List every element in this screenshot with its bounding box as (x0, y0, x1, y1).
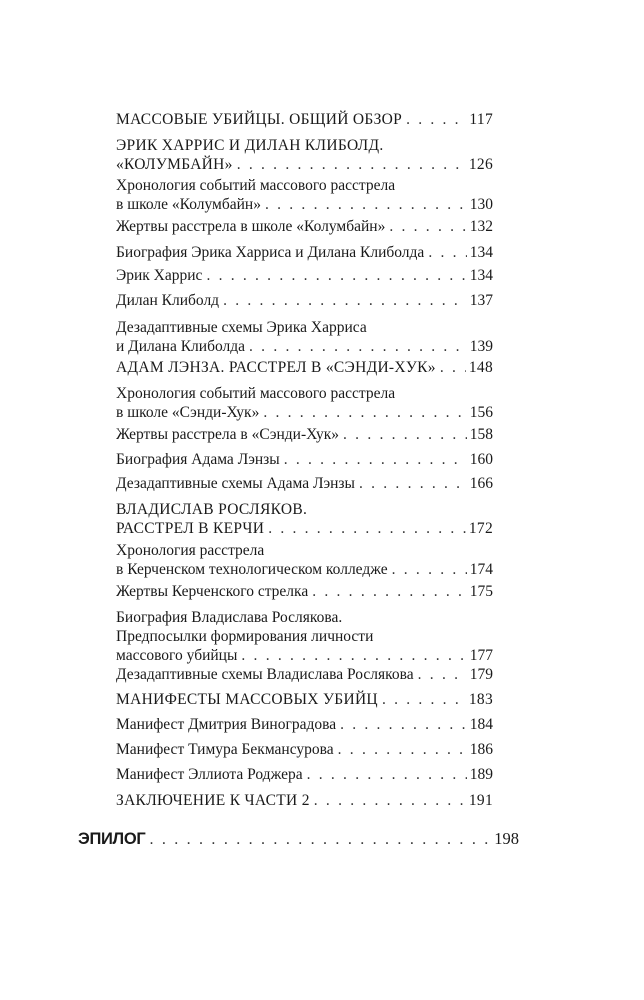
toc-entry-title: массового убийцы (116, 647, 238, 664)
dot-leader (428, 243, 466, 262)
toc-entry[interactable] (116, 740, 493, 759)
dot-leader (314, 791, 466, 810)
toc-entry-page-number: 126 (468, 156, 493, 173)
toc-entry-title: МАССОВЫЕ УБИЙЦЫ. ОБЩИЙ ОБЗОР (116, 111, 403, 128)
toc-entry-page-number: 158 (469, 426, 493, 443)
toc-entry-page-number: 174 (469, 561, 493, 578)
toc-entry-leader-line (116, 155, 493, 174)
toc-entry-page-number: 179 (469, 666, 493, 683)
toc-entry-page-number: 139 (469, 338, 493, 355)
toc-entry[interactable] (116, 474, 493, 493)
toc-entry[interactable] (116, 318, 493, 356)
dot-leader (223, 291, 467, 310)
toc-entry[interactable] (116, 110, 493, 129)
dot-leader (206, 266, 466, 285)
toc-entry[interactable] (116, 791, 493, 810)
toc-entry-page-number: 134 (469, 267, 493, 284)
toc-entry-title: Дезадаптивные схемы Адама Лэнзы (116, 475, 355, 492)
toc-entry-leader-line (116, 217, 493, 236)
toc-entry[interactable] (116, 291, 493, 310)
toc-entry-title: в школе «Сэнди-Хук» (116, 404, 260, 421)
toc-entry[interactable] (116, 715, 493, 734)
toc-entry[interactable] (116, 541, 493, 579)
toc-entry-page-number: 137 (469, 292, 493, 309)
toc-entry-title: в школе «Колумбайн» (116, 196, 261, 213)
toc-entry-title: Жертвы расстрела в «Сэнди-Хук» (116, 426, 340, 443)
dot-leader (265, 195, 467, 214)
toc-entry[interactable] (116, 358, 493, 377)
dot-leader (389, 217, 466, 236)
toc-entry-page-number: 160 (469, 451, 493, 468)
toc-entry-title: Биография Адама Лэнзы (116, 451, 280, 468)
toc-entry-title: ЗАКЛЮЧЕНИЕ К ЧАСТИ 2 (116, 792, 310, 809)
dot-leader (440, 358, 466, 377)
toc-entry-leader-line (116, 791, 493, 810)
toc-entry[interactable] (116, 582, 493, 601)
dot-leader (268, 519, 466, 538)
toc-entry-page-number: 134 (469, 244, 493, 261)
toc-entry-page-number: 148 (468, 359, 493, 376)
toc-entry[interactable] (116, 765, 493, 784)
toc-entry-leader-line (116, 110, 493, 129)
toc-entry-leader-line (116, 519, 493, 538)
dot-leader (149, 830, 491, 850)
toc-entry-leader-line (116, 690, 493, 709)
toc-entry[interactable] (116, 176, 493, 214)
toc-entry[interactable] (116, 690, 493, 709)
toc-entry-leader-line (116, 582, 493, 601)
toc-entry-leader-line (116, 665, 493, 684)
epilogue-page-number: 198 (494, 829, 519, 848)
toc-entry-page-number: 156 (469, 404, 493, 421)
dot-leader (406, 110, 466, 129)
toc-entry-title: Дезадаптивные схемы Владислава Рослякова (116, 666, 414, 683)
toc-entry-title-line: ЭРИК ХАРРИС И ДИЛАН КЛИБОЛД. (116, 137, 384, 154)
dot-leader (284, 450, 467, 469)
toc-entry-leader-line (116, 195, 493, 214)
dot-leader (312, 582, 467, 601)
toc-entry-title: Манифест Эллиота Роджера (116, 766, 303, 783)
toc-entry-leader-line (116, 450, 493, 469)
dot-leader (392, 560, 467, 579)
toc-entry-title: Эрик Харрис (116, 267, 203, 284)
toc-entry-page-number: 172 (468, 520, 493, 537)
toc-entry-page-number: 186 (469, 741, 493, 758)
toc-entry-title: Жертвы расстрела в школе «Колумбайн» (116, 218, 386, 235)
toc-entry-page-number: 189 (469, 766, 493, 783)
toc-entry[interactable] (116, 450, 493, 469)
toc-entry-leader-line (116, 715, 493, 734)
toc-entry-leader-line (116, 291, 493, 310)
toc-entry-title: РАССТРЕЛ В КЕРЧИ (116, 520, 265, 537)
toc-entry-title: МАНИФЕСТЫ МАССОВЫХ УБИЙЦ (116, 691, 378, 708)
toc-entry-title-line: Хронология событий массового расстрела (116, 177, 396, 194)
toc-entry-title: Манифест Дмитрия Виноградова (116, 716, 337, 733)
toc-entry-leader-line (116, 646, 493, 665)
dot-leader (343, 425, 467, 444)
toc-entry-title: Жертвы Керченского стрелка (116, 583, 309, 600)
toc-entry-title: АДАМ ЛЭНЗА. РАССТРЕЛ В «СЭНДИ-ХУК» (116, 359, 436, 376)
toc-entry-title: Манифест Тимура Бекмансурова (116, 741, 334, 758)
toc-entry-leader-line (116, 243, 493, 262)
epilogue-title: ЭПИЛОГ (78, 830, 146, 848)
toc-entry[interactable] (116, 243, 493, 262)
toc-entry-title: Биография Эрика Харриса и Дилана Клиболда (116, 244, 425, 261)
dot-leader (338, 740, 467, 759)
dot-leader (359, 474, 467, 493)
toc-entry[interactable] (116, 136, 493, 174)
toc-entry-page-number: 183 (468, 691, 493, 708)
toc-entry-page-number: 132 (469, 218, 493, 235)
toc-entry-page-number: 184 (469, 716, 493, 733)
toc-entry-page-number: 177 (469, 647, 493, 664)
dot-leader (263, 403, 466, 422)
toc-entry-title: Дилан Клиболд (116, 292, 220, 309)
toc-entry-leader-line (116, 425, 493, 444)
toc-entry-title: «КОЛУМБАЙН» (116, 156, 233, 173)
dot-leader (307, 765, 467, 784)
dot-leader (249, 337, 467, 356)
toc-entry[interactable] (116, 608, 493, 665)
toc-entry-leader-line (116, 560, 493, 579)
toc-entry[interactable] (116, 665, 493, 684)
toc-entry-leader-line (116, 765, 493, 784)
toc-entry-leader-line (116, 474, 493, 493)
toc-entry[interactable] (116, 217, 493, 236)
toc-entry-title-line: Биография Владислава Рослякова. (116, 609, 343, 626)
toc-entry-leader-line (116, 337, 493, 356)
toc-entry-page-number: 117 (469, 111, 493, 128)
toc-entry-leader-line (116, 740, 493, 759)
toc-entry-title-line: Хронология расстрела (116, 542, 265, 559)
toc-entry[interactable] (116, 384, 493, 422)
dot-leader (241, 646, 466, 665)
toc-epilogue-entry[interactable] (78, 829, 519, 850)
toc-entry-title-line: Дезадаптивные схемы Эрика Харриса (116, 319, 367, 336)
dot-leader (418, 665, 467, 684)
toc-entry-title-line: Предпосылки формирования личности (116, 628, 374, 645)
dot-leader (340, 715, 467, 734)
toc-entry-title: в Керченском технологическом колледже (116, 561, 388, 578)
toc-entry-page-number: 130 (469, 196, 493, 213)
toc-entry[interactable] (116, 425, 493, 444)
toc-entry[interactable] (116, 500, 493, 538)
toc-entry-page-number: 166 (469, 475, 493, 492)
toc-entry-page-number: 175 (469, 583, 493, 600)
toc-entry-leader-line (116, 358, 493, 377)
toc-entry-title-line: Хронология событий массового расстрела (116, 385, 396, 402)
toc-entry-title: и Дилана Клиболда (116, 338, 246, 355)
toc-entry-title-line: ВЛАДИСЛАВ РОСЛЯКОВ. (116, 501, 308, 518)
toc-entry-leader-line (116, 266, 493, 285)
dot-leader (237, 155, 466, 174)
dot-leader (382, 690, 466, 709)
toc-entry-leader-line (116, 403, 493, 422)
toc-entry[interactable] (116, 266, 493, 285)
toc-entry-page-number: 191 (468, 792, 493, 809)
